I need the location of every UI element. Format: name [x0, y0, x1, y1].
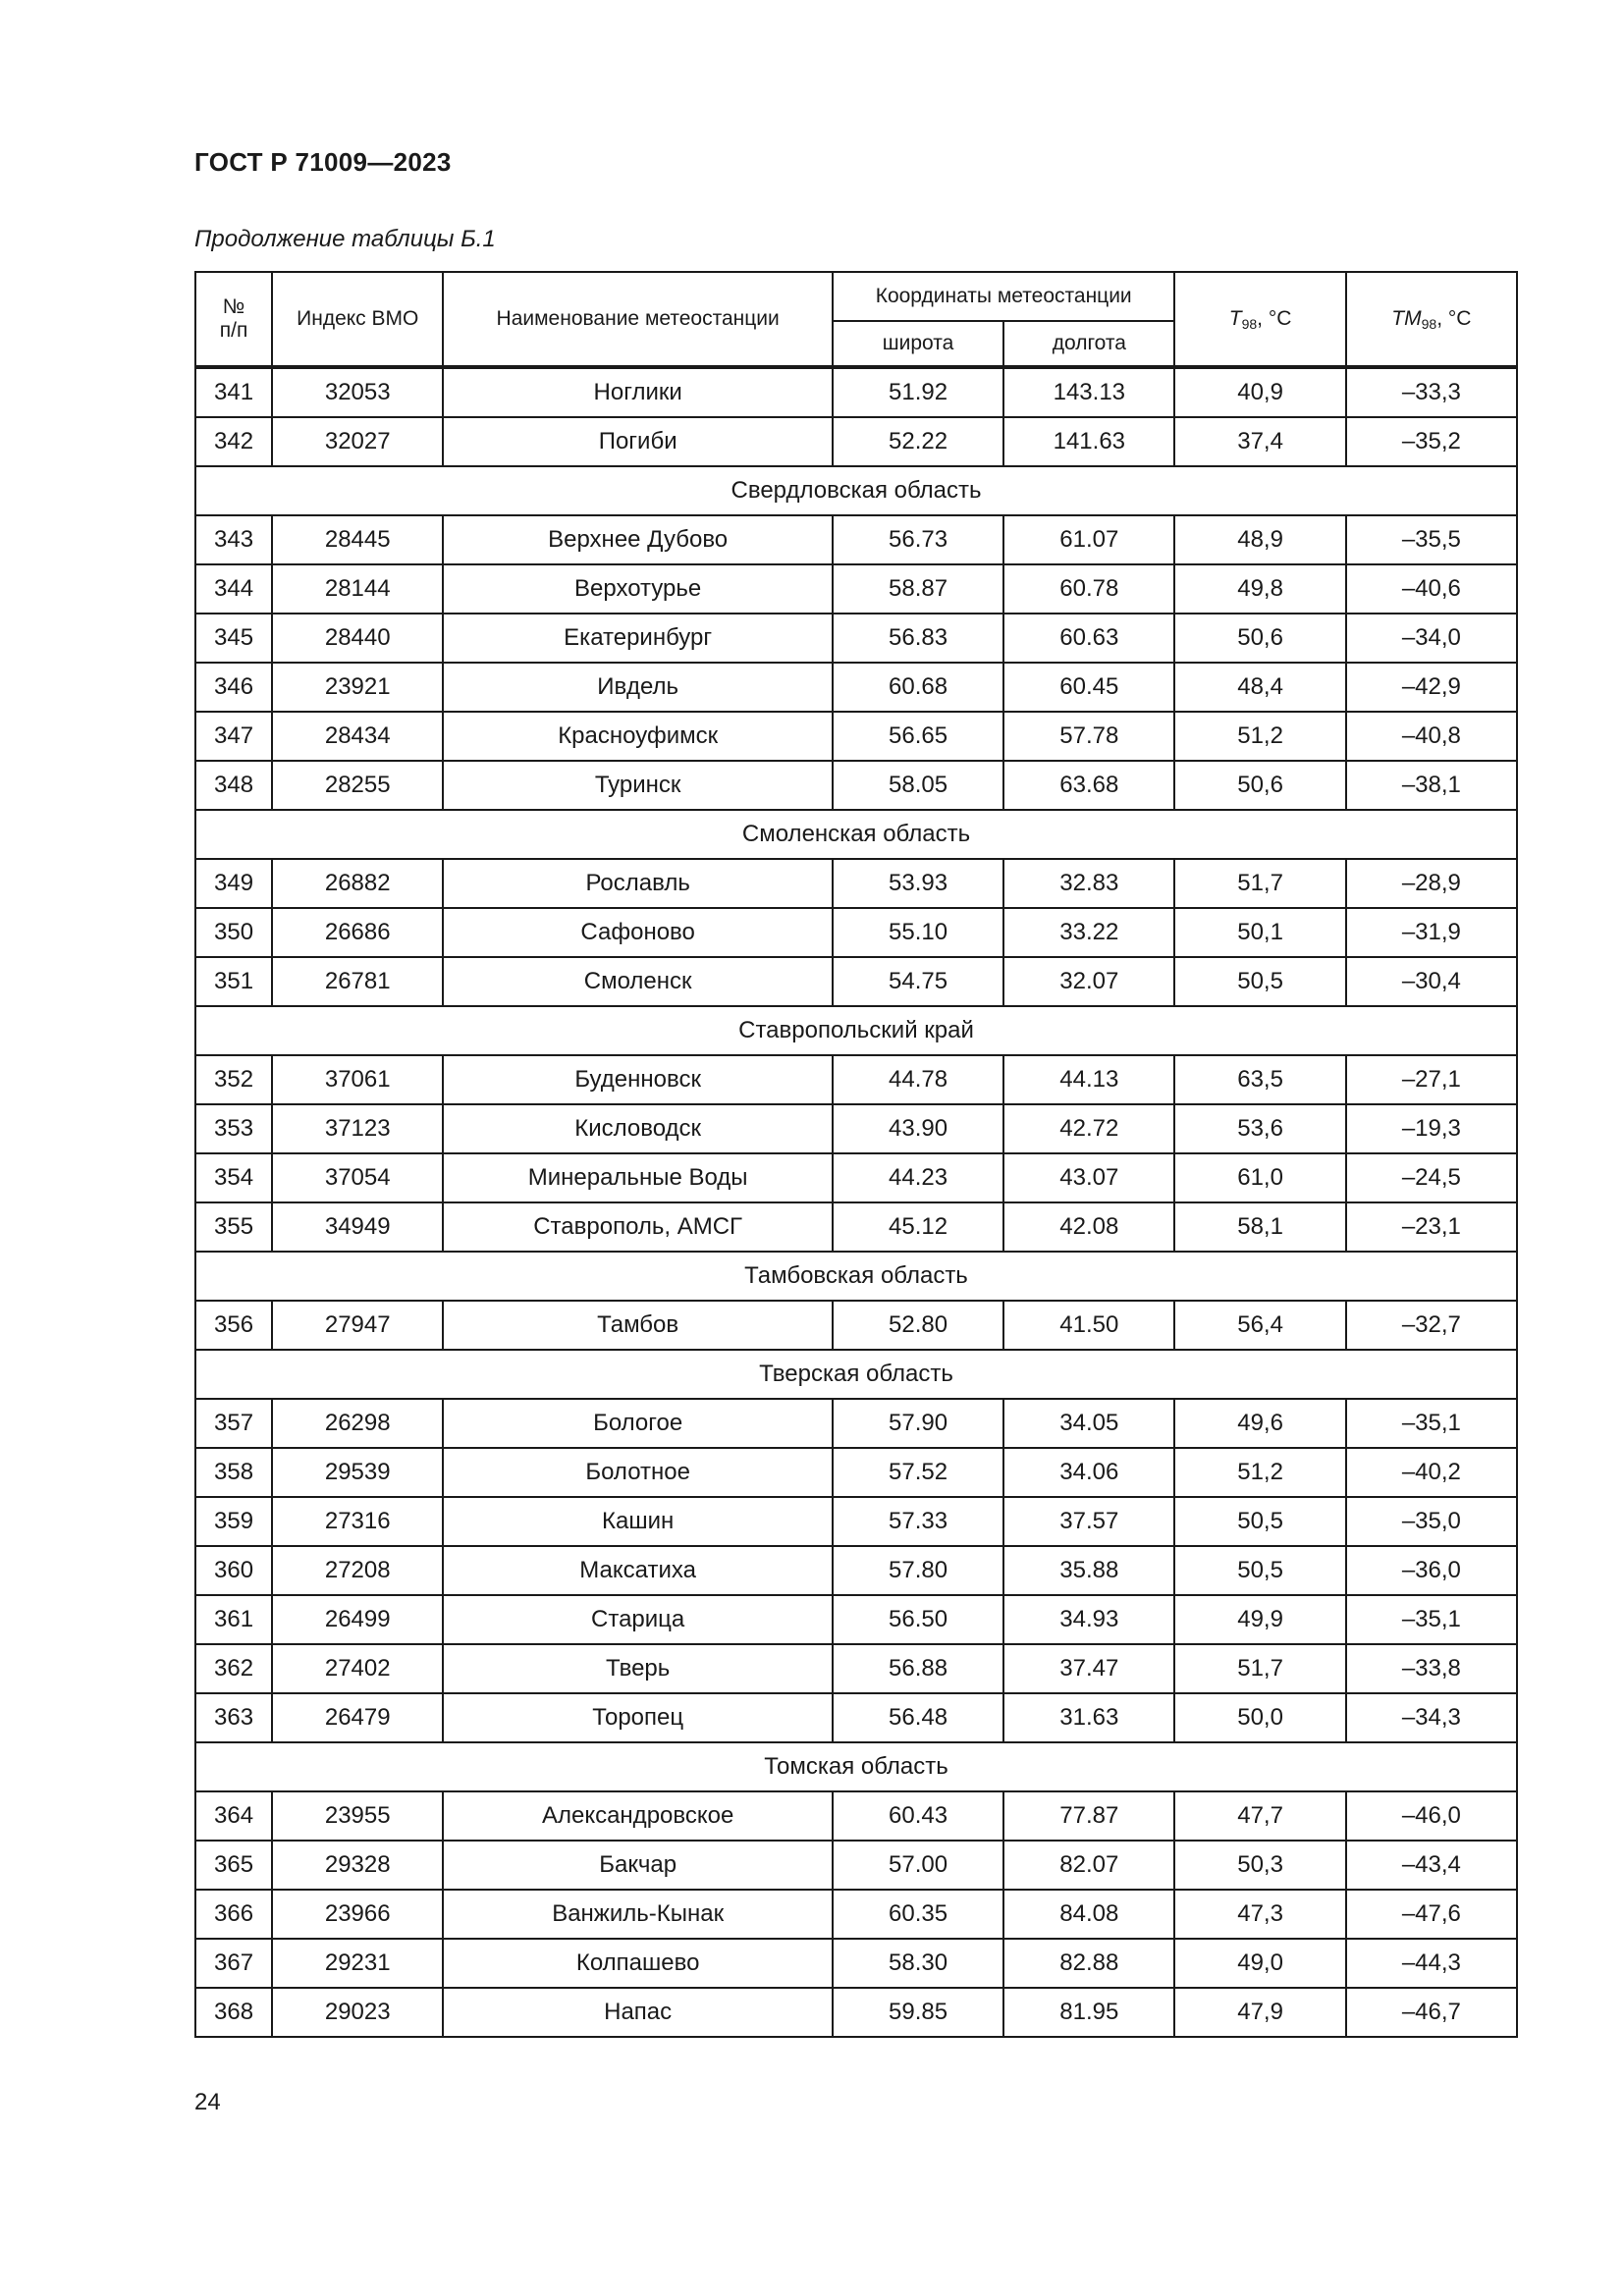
cell-tm98: –34,3 — [1346, 1693, 1517, 1742]
region-name: Свердловская область — [195, 466, 1517, 515]
cell-t98: 50,1 — [1174, 908, 1345, 957]
cell-number: 344 — [195, 564, 272, 614]
cell-wmo-index: 29023 — [272, 1988, 443, 2037]
cell-t98: 51,2 — [1174, 712, 1345, 761]
cell-wmo-index: 32053 — [272, 367, 443, 417]
cell-station-name: Александровское — [443, 1791, 833, 1841]
cell-tm98: –33,8 — [1346, 1644, 1517, 1693]
cell-wmo-index: 28255 — [272, 761, 443, 810]
cell-station-name: Ноглики — [443, 367, 833, 417]
cell-wmo-index: 28144 — [272, 564, 443, 614]
cell-longitude: 82.88 — [1003, 1939, 1174, 1988]
table-body — [195, 367, 1517, 2037]
cell-t98: 50,5 — [1174, 1546, 1345, 1595]
cell-latitude: 56.65 — [833, 712, 1003, 761]
header-t98-unit: , °С — [1257, 307, 1292, 330]
cell-longitude: 60.78 — [1003, 564, 1174, 614]
cell-number: 359 — [195, 1497, 272, 1546]
cell-t98: 51,7 — [1174, 859, 1345, 908]
cell-tm98: –32,7 — [1346, 1301, 1517, 1350]
table-row — [195, 564, 1517, 614]
cell-wmo-index: 23966 — [272, 1890, 443, 1939]
cell-station-name: Торопец — [443, 1693, 833, 1742]
cell-station-name: Старица — [443, 1595, 833, 1644]
cell-station-name: Бакчар — [443, 1841, 833, 1890]
cell-station-name: Ванжиль-Кынак — [443, 1890, 833, 1939]
header-tm98-var: TM — [1391, 307, 1422, 330]
cell-wmo-index: 26882 — [272, 859, 443, 908]
cell-tm98: –35,1 — [1346, 1399, 1517, 1448]
region-row — [195, 810, 1517, 859]
table-row — [195, 1153, 1517, 1202]
cell-tm98: –34,0 — [1346, 614, 1517, 663]
table-row — [195, 1055, 1517, 1104]
cell-number: 350 — [195, 908, 272, 957]
cell-station-name: Смоленск — [443, 957, 833, 1006]
cell-wmo-index: 29539 — [272, 1448, 443, 1497]
table-row — [195, 614, 1517, 663]
cell-t98: 50,6 — [1174, 761, 1345, 810]
table-row — [195, 1202, 1517, 1252]
cell-longitude: 77.87 — [1003, 1791, 1174, 1841]
cell-station-name: Колпашево — [443, 1939, 833, 1988]
header-number-line2: п/п — [219, 319, 248, 342]
cell-latitude: 53.93 — [833, 859, 1003, 908]
cell-wmo-index: 32027 — [272, 417, 443, 466]
cell-t98: 49,8 — [1174, 564, 1345, 614]
cell-t98: 49,9 — [1174, 1595, 1345, 1644]
table-row — [195, 1644, 1517, 1693]
table-caption: Продолжение таблицы Б.1 — [194, 226, 496, 252]
cell-number: 355 — [195, 1202, 272, 1252]
cell-station-name: Верхотурье — [443, 564, 833, 614]
cell-number: 346 — [195, 663, 272, 712]
cell-t98: 48,9 — [1174, 515, 1345, 564]
table-row — [195, 515, 1517, 564]
cell-wmo-index: 26298 — [272, 1399, 443, 1448]
header-tm98-unit: , °С — [1436, 307, 1472, 330]
cell-station-name: Кашин — [443, 1497, 833, 1546]
cell-wmo-index: 27316 — [272, 1497, 443, 1546]
cell-t98: 51,7 — [1174, 1644, 1345, 1693]
cell-latitude: 57.80 — [833, 1546, 1003, 1595]
cell-longitude: 32.07 — [1003, 957, 1174, 1006]
cell-number: 364 — [195, 1791, 272, 1841]
weather-stations-table — [194, 271, 1518, 2038]
cell-number: 362 — [195, 1644, 272, 1693]
cell-tm98: –35,5 — [1346, 515, 1517, 564]
header-t98-var: T — [1228, 307, 1242, 330]
cell-t98: 49,6 — [1174, 1399, 1345, 1448]
cell-latitude: 60.35 — [833, 1890, 1003, 1939]
cell-latitude: 44.78 — [833, 1055, 1003, 1104]
table-row — [195, 1301, 1517, 1350]
cell-number: 347 — [195, 712, 272, 761]
cell-latitude: 56.88 — [833, 1644, 1003, 1693]
cell-tm98: –24,5 — [1346, 1153, 1517, 1202]
cell-latitude: 52.22 — [833, 417, 1003, 466]
cell-longitude: 60.45 — [1003, 663, 1174, 712]
region-row — [195, 1006, 1517, 1055]
cell-t98: 48,4 — [1174, 663, 1345, 712]
cell-latitude: 56.48 — [833, 1693, 1003, 1742]
cell-latitude: 60.68 — [833, 663, 1003, 712]
cell-tm98: –43,4 — [1346, 1841, 1517, 1890]
cell-wmo-index: 28434 — [272, 712, 443, 761]
cell-number: 343 — [195, 515, 272, 564]
header-latitude: широта — [833, 321, 1003, 367]
header-longitude: долгота — [1003, 321, 1174, 367]
table-row — [195, 1890, 1517, 1939]
cell-t98: 51,2 — [1174, 1448, 1345, 1497]
cell-latitude: 57.90 — [833, 1399, 1003, 1448]
cell-number: 356 — [195, 1301, 272, 1350]
cell-tm98: –30,4 — [1346, 957, 1517, 1006]
cell-latitude: 56.83 — [833, 614, 1003, 663]
table-row — [195, 1791, 1517, 1841]
cell-tm98: –35,0 — [1346, 1497, 1517, 1546]
table-header — [195, 272, 1517, 367]
cell-number: 363 — [195, 1693, 272, 1742]
cell-wmo-index: 29328 — [272, 1841, 443, 1890]
cell-longitude: 63.68 — [1003, 761, 1174, 810]
cell-station-name: Красноуфимск — [443, 712, 833, 761]
cell-longitude: 60.63 — [1003, 614, 1174, 663]
cell-tm98: –19,3 — [1346, 1104, 1517, 1153]
cell-tm98: –23,1 — [1346, 1202, 1517, 1252]
cell-wmo-index: 37061 — [272, 1055, 443, 1104]
region-row — [195, 1742, 1517, 1791]
cell-latitude: 58.30 — [833, 1939, 1003, 1988]
cell-t98: 50,3 — [1174, 1841, 1345, 1890]
cell-wmo-index: 23955 — [272, 1791, 443, 1841]
cell-tm98: –35,1 — [1346, 1595, 1517, 1644]
cell-station-name: Бологое — [443, 1399, 833, 1448]
cell-wmo-index: 37123 — [272, 1104, 443, 1153]
cell-longitude: 143.13 — [1003, 367, 1174, 417]
cell-longitude: 32.83 — [1003, 859, 1174, 908]
cell-latitude: 56.73 — [833, 515, 1003, 564]
cell-wmo-index: 34949 — [272, 1202, 443, 1252]
header-wmo-index: Индекс ВМО — [272, 272, 443, 367]
header-station-name: Наименование метеостанции — [443, 272, 833, 367]
cell-longitude: 61.07 — [1003, 515, 1174, 564]
cell-latitude: 51.92 — [833, 367, 1003, 417]
cell-number: 358 — [195, 1448, 272, 1497]
cell-number: 361 — [195, 1595, 272, 1644]
region-name: Смоленская область — [195, 810, 1517, 859]
cell-number: 345 — [195, 614, 272, 663]
cell-number: 367 — [195, 1939, 272, 1988]
cell-tm98: –28,9 — [1346, 859, 1517, 908]
cell-latitude: 59.85 — [833, 1988, 1003, 2037]
cell-wmo-index: 26479 — [272, 1693, 443, 1742]
cell-longitude: 57.78 — [1003, 712, 1174, 761]
cell-t98: 49,0 — [1174, 1939, 1345, 1988]
table-row — [195, 663, 1517, 712]
table-row — [195, 957, 1517, 1006]
cell-number: 365 — [195, 1841, 272, 1890]
cell-wmo-index: 27208 — [272, 1546, 443, 1595]
cell-tm98: –36,0 — [1346, 1546, 1517, 1595]
region-row — [195, 466, 1517, 515]
header-coordinates: Координаты метеостанции — [833, 272, 1175, 321]
cell-number: 360 — [195, 1546, 272, 1595]
cell-longitude: 34.93 — [1003, 1595, 1174, 1644]
cell-station-name: Сафоново — [443, 908, 833, 957]
region-name: Тверская область — [195, 1350, 1517, 1399]
cell-tm98: –46,7 — [1346, 1988, 1517, 2037]
region-name: Тамбовская область — [195, 1252, 1517, 1301]
table-row — [195, 1595, 1517, 1644]
cell-station-name: Напас — [443, 1988, 833, 2037]
cell-latitude: 44.23 — [833, 1153, 1003, 1202]
cell-number: 357 — [195, 1399, 272, 1448]
cell-tm98: –33,3 — [1346, 367, 1517, 417]
cell-t98: 56,4 — [1174, 1301, 1345, 1350]
cell-tm98: –42,9 — [1346, 663, 1517, 712]
cell-longitude: 42.72 — [1003, 1104, 1174, 1153]
cell-wmo-index: 23921 — [272, 663, 443, 712]
region-row — [195, 1350, 1517, 1399]
cell-tm98: –40,8 — [1346, 712, 1517, 761]
cell-number: 341 — [195, 367, 272, 417]
document-title: ГОСТ Р 71009—2023 — [194, 147, 452, 177]
cell-station-name: Тамбов — [443, 1301, 833, 1350]
cell-number: 351 — [195, 957, 272, 1006]
cell-longitude: 34.06 — [1003, 1448, 1174, 1497]
table-row — [195, 859, 1517, 908]
cell-latitude: 54.75 — [833, 957, 1003, 1006]
table-row — [195, 1841, 1517, 1890]
cell-latitude: 45.12 — [833, 1202, 1003, 1252]
region-row — [195, 1252, 1517, 1301]
cell-wmo-index: 29231 — [272, 1939, 443, 1988]
cell-t98: 63,5 — [1174, 1055, 1345, 1104]
cell-longitude: 35.88 — [1003, 1546, 1174, 1595]
cell-latitude: 57.33 — [833, 1497, 1003, 1546]
cell-wmo-index: 37054 — [272, 1153, 443, 1202]
cell-latitude: 52.80 — [833, 1301, 1003, 1350]
cell-t98: 50,5 — [1174, 1497, 1345, 1546]
cell-longitude: 82.07 — [1003, 1841, 1174, 1890]
cell-t98: 50,0 — [1174, 1693, 1345, 1742]
header-number — [195, 272, 272, 367]
cell-t98: 40,9 — [1174, 367, 1345, 417]
table-row — [195, 417, 1517, 466]
cell-station-name: Екатеринбург — [443, 614, 833, 663]
cell-station-name: Минеральные Воды — [443, 1153, 833, 1202]
cell-tm98: –47,6 — [1346, 1890, 1517, 1939]
cell-station-name: Рославль — [443, 859, 833, 908]
cell-tm98: –27,1 — [1346, 1055, 1517, 1104]
table-row — [195, 367, 1517, 417]
header-tm98 — [1346, 272, 1517, 367]
cell-t98: 58,1 — [1174, 1202, 1345, 1252]
table-row — [195, 761, 1517, 810]
cell-number: 342 — [195, 417, 272, 466]
cell-wmo-index: 26686 — [272, 908, 443, 957]
header-t98 — [1174, 272, 1345, 367]
cell-latitude: 56.50 — [833, 1595, 1003, 1644]
cell-tm98: –31,9 — [1346, 908, 1517, 957]
cell-tm98: –44,3 — [1346, 1939, 1517, 1988]
cell-t98: 47,7 — [1174, 1791, 1345, 1841]
cell-longitude: 43.07 — [1003, 1153, 1174, 1202]
cell-longitude: 37.47 — [1003, 1644, 1174, 1693]
cell-longitude: 84.08 — [1003, 1890, 1174, 1939]
cell-station-name: Погиби — [443, 417, 833, 466]
cell-number: 349 — [195, 859, 272, 908]
cell-tm98: –40,2 — [1346, 1448, 1517, 1497]
cell-number: 368 — [195, 1988, 272, 2037]
cell-longitude: 81.95 — [1003, 1988, 1174, 2037]
cell-longitude: 42.08 — [1003, 1202, 1174, 1252]
cell-station-name: Максатиха — [443, 1546, 833, 1595]
cell-station-name: Тверь — [443, 1644, 833, 1693]
cell-wmo-index: 27402 — [272, 1644, 443, 1693]
cell-wmo-index: 26499 — [272, 1595, 443, 1644]
cell-number: 366 — [195, 1890, 272, 1939]
table-row — [195, 1104, 1517, 1153]
region-name: Томская область — [195, 1742, 1517, 1791]
header-number-line1: № — [222, 295, 245, 318]
cell-station-name: Ставрополь, АМСГ — [443, 1202, 833, 1252]
cell-longitude: 41.50 — [1003, 1301, 1174, 1350]
cell-station-name: Буденновск — [443, 1055, 833, 1104]
cell-tm98: –38,1 — [1346, 761, 1517, 810]
table-row — [195, 712, 1517, 761]
cell-t98: 50,6 — [1174, 614, 1345, 663]
cell-tm98: –46,0 — [1346, 1791, 1517, 1841]
cell-station-name: Туринск — [443, 761, 833, 810]
table-row — [195, 908, 1517, 957]
cell-number: 354 — [195, 1153, 272, 1202]
cell-number: 352 — [195, 1055, 272, 1104]
cell-t98: 37,4 — [1174, 417, 1345, 466]
table-row — [195, 1497, 1517, 1546]
cell-number: 353 — [195, 1104, 272, 1153]
cell-longitude: 34.05 — [1003, 1399, 1174, 1448]
cell-wmo-index: 28440 — [272, 614, 443, 663]
cell-tm98: –35,2 — [1346, 417, 1517, 466]
cell-latitude: 58.87 — [833, 564, 1003, 614]
cell-latitude: 57.52 — [833, 1448, 1003, 1497]
cell-latitude: 43.90 — [833, 1104, 1003, 1153]
cell-longitude: 37.57 — [1003, 1497, 1174, 1546]
cell-longitude: 141.63 — [1003, 417, 1174, 466]
cell-number: 348 — [195, 761, 272, 810]
cell-latitude: 60.43 — [833, 1791, 1003, 1841]
header-tm98-sub: 98 — [1421, 316, 1437, 332]
cell-t98: 47,3 — [1174, 1890, 1345, 1939]
cell-longitude: 33.22 — [1003, 908, 1174, 957]
cell-t98: 61,0 — [1174, 1153, 1345, 1202]
table-row — [195, 1988, 1517, 2037]
cell-station-name: Кисловодск — [443, 1104, 833, 1153]
region-name: Ставропольский край — [195, 1006, 1517, 1055]
cell-tm98: –40,6 — [1346, 564, 1517, 614]
table-row — [195, 1546, 1517, 1595]
cell-t98: 53,6 — [1174, 1104, 1345, 1153]
cell-station-name: Верхнее Дубово — [443, 515, 833, 564]
cell-latitude: 57.00 — [833, 1841, 1003, 1890]
cell-longitude: 31.63 — [1003, 1693, 1174, 1742]
cell-station-name: Болотное — [443, 1448, 833, 1497]
table-row — [195, 1399, 1517, 1448]
cell-t98: 50,5 — [1174, 957, 1345, 1006]
table-row — [195, 1448, 1517, 1497]
cell-t98: 47,9 — [1174, 1988, 1345, 2037]
cell-wmo-index: 27947 — [272, 1301, 443, 1350]
table-row — [195, 1939, 1517, 1988]
page-number: 24 — [194, 2089, 221, 2115]
table-row — [195, 1693, 1517, 1742]
cell-latitude: 58.05 — [833, 761, 1003, 810]
cell-latitude: 55.10 — [833, 908, 1003, 957]
cell-station-name: Ивдель — [443, 663, 833, 712]
cell-wmo-index: 28445 — [272, 515, 443, 564]
header-t98-sub: 98 — [1241, 316, 1258, 332]
cell-wmo-index: 26781 — [272, 957, 443, 1006]
cell-longitude: 44.13 — [1003, 1055, 1174, 1104]
